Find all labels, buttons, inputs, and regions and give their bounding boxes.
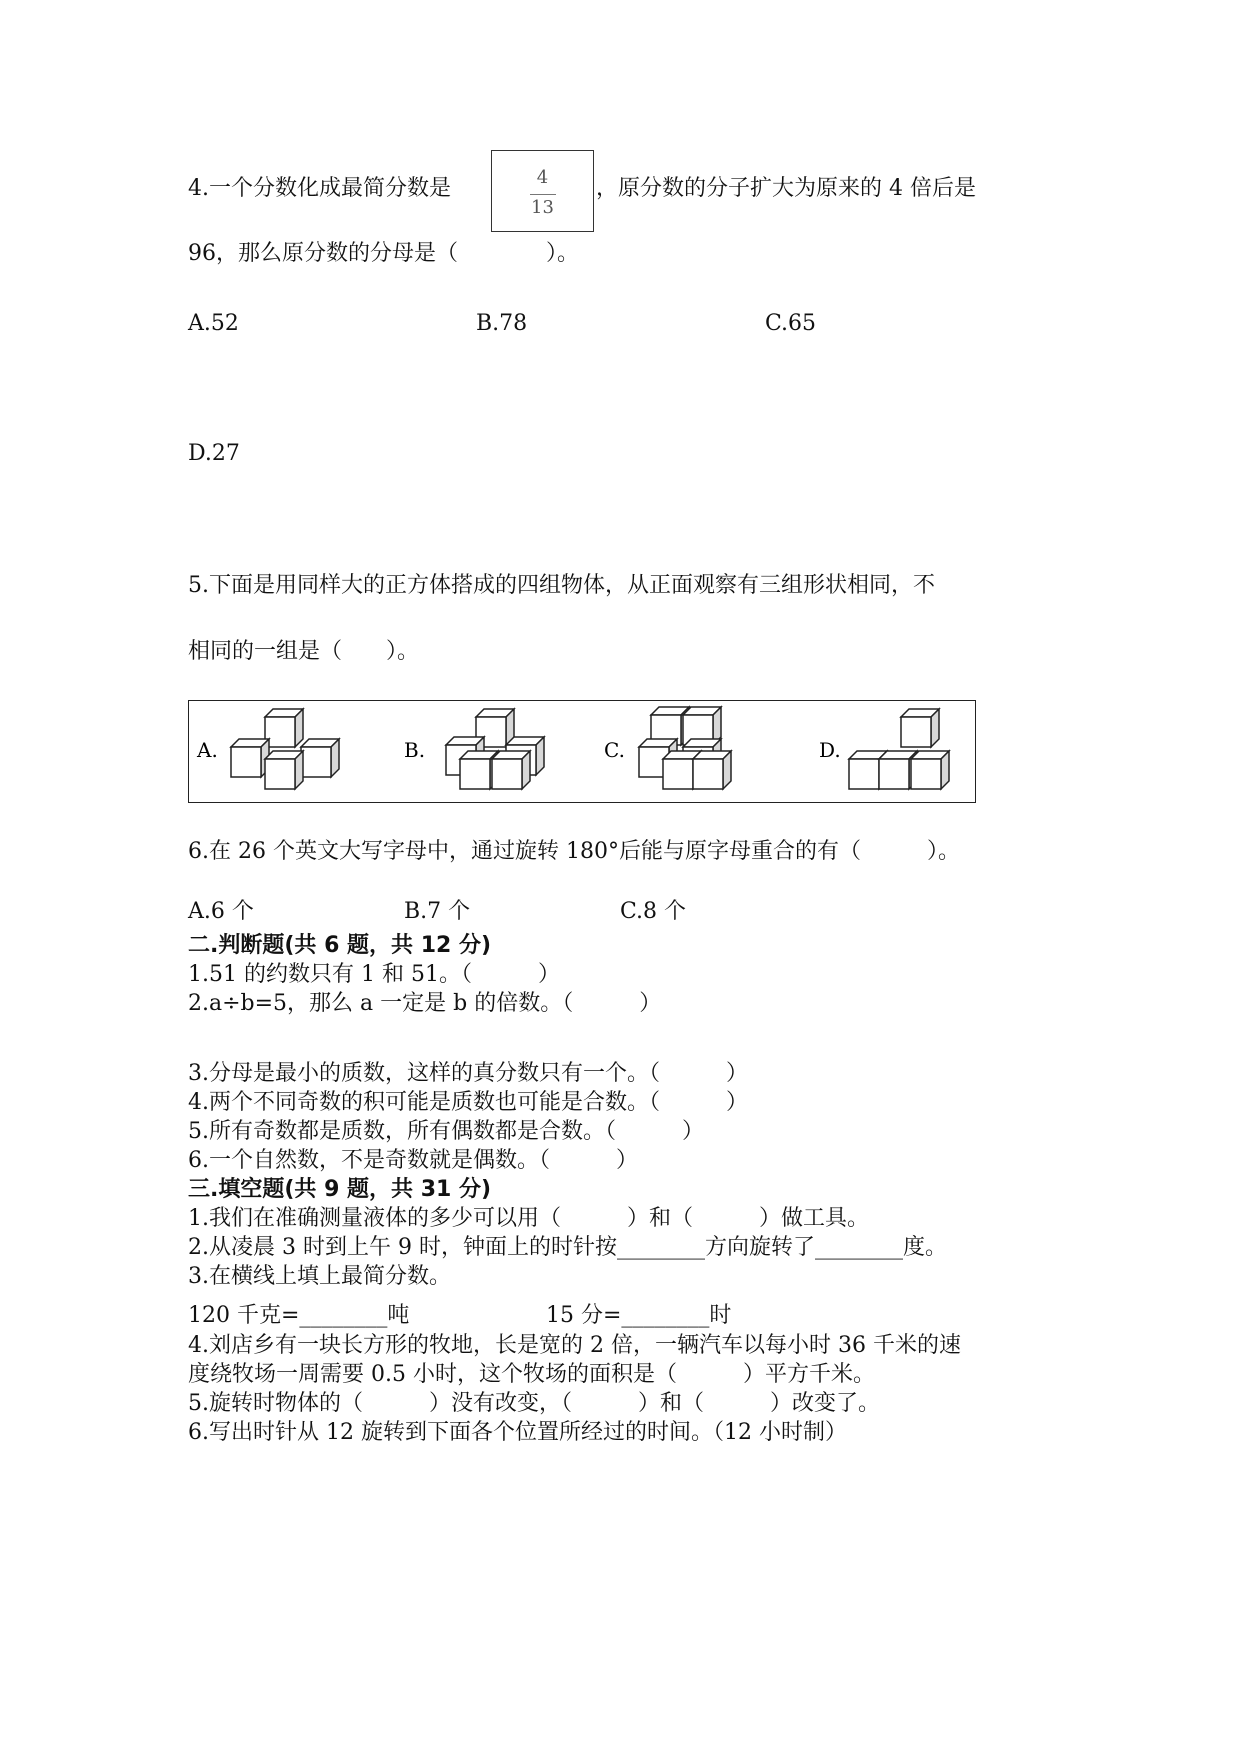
section2-item-2: 2.a÷b=5，那么 a 一定是 b 的倍数。（ ） [188, 991, 662, 1016]
fraction-bar [530, 194, 556, 195]
section3-item-3-a: 120 千克=________吨 [188, 1303, 410, 1328]
section2-title: 二.判断题(共 6 题，共 12 分) [188, 933, 492, 958]
section2-item-6: 6.一个自然数，不是奇数就是偶数。（ ） [188, 1148, 638, 1173]
cube-group-d [849, 709, 949, 789]
figure-label-d: D. [819, 738, 841, 762]
q4-line2: 96，那么原分数的分母是（ ）。 [188, 241, 579, 266]
section3-item-2: 2.从凌晨 3 时到上午 9 时，钟面上的时针按________方向旋转了________度。 [188, 1235, 947, 1260]
q5-line1: 5.下面是用同样大的正方体搭成的四组物体，从正面观察有三组形状相同，不 [188, 573, 935, 598]
fraction-numerator: 4 [536, 167, 549, 188]
section3-item-4-line1: 4.刘店乡有一块长方形的牧地，长是宽的 2 倍，一辆汽车以每小时 36 千米的速 [188, 1333, 961, 1358]
q4-option-a: A.52 [188, 311, 239, 336]
cube-figures [188, 700, 976, 803]
q6-option-c: C.8 个 [620, 899, 687, 924]
q6-option-b: B.7 个 [404, 899, 471, 924]
section3-item-1: 1.我们在准确测量液体的多少可以用（ ）和（ ）做工具。 [188, 1206, 869, 1231]
q4-option-b: B.78 [476, 311, 528, 336]
section3-item-5: 5.旋转时物体的（ ）没有改变，（ ）和（ ）改变了。 [188, 1391, 880, 1416]
figure-label-a: A. [197, 738, 218, 762]
q4-line1-prefix: 4.一个分数化成最简分数是 [188, 176, 451, 201]
section2-item-4: 4.两个不同奇数的积可能是质数也可能是合数。（ ） [188, 1090, 748, 1115]
section3-item-3: 3.在横线上填上最简分数。 [188, 1264, 451, 1289]
q4-line1-suffix: ，原分数的分子扩大为原来的 4 倍后是 [596, 176, 976, 201]
section2-item-3: 3.分母是最小的质数，这样的真分数只有一个。（ ） [188, 1061, 748, 1086]
section3-item-4-line2: 度绕牧场一周需要 0.5 小时，这个牧场的面积是（ ）平方千米。 [188, 1362, 875, 1387]
fraction-denominator: 13 [531, 197, 554, 218]
cube-group-b [446, 709, 544, 789]
section3-item-6: 6.写出时针从 12 旋转到下面各个位置所经过的时间。（12 小时制） [188, 1420, 847, 1445]
section2-item-5: 5.所有奇数都是质数，所有偶数都是合数。（ ） [188, 1119, 704, 1144]
q6-option-a: A.6 个 [188, 899, 254, 924]
fraction-image [491, 150, 594, 232]
cube-group-c [639, 707, 731, 789]
q5-line2: 相同的一组是（ ）。 [188, 639, 420, 664]
figure-label-c: C. [604, 738, 625, 762]
q4-option-d: D.27 [188, 441, 240, 466]
section3-title: 三.填空题(共 9 题，共 31 分) [188, 1177, 492, 1202]
q4-option-c: C.65 [765, 311, 817, 336]
cube-figures-drawing [189, 701, 977, 804]
section2-item-1: 1.51 的约数只有 1 和 51。（ ） [188, 962, 560, 987]
figure-label-b: B. [404, 738, 426, 762]
section3-item-3-b: 15 分=________时 [546, 1303, 732, 1328]
q6-line1: 6.在 26 个英文大写字母中，通过旋转 180°后能与原字母重合的有（ ）。 [188, 839, 960, 864]
cube-group-a [231, 709, 339, 789]
